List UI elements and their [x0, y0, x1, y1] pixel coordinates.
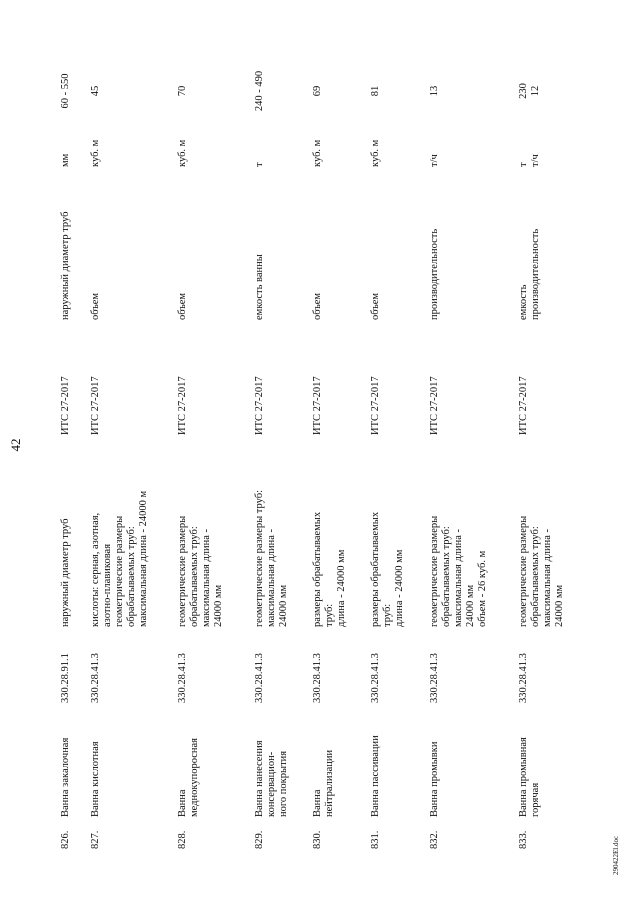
- okpd-code: 330.28.41.3: [312, 653, 323, 703]
- okpd-code: 330.28.41.3: [177, 653, 188, 703]
- row-number: 833.: [518, 830, 529, 849]
- unit: куб. м: [312, 139, 323, 167]
- unit: т: [254, 162, 265, 167]
- row-number: 830.: [312, 830, 323, 849]
- indicator-name: емкость ванны: [254, 254, 265, 320]
- row-number: 831.: [370, 830, 381, 849]
- okpd-code: 330.28.91.1: [60, 653, 71, 703]
- indicator-value: 230 12: [518, 83, 541, 99]
- unit: мм: [60, 153, 71, 167]
- equipment-name: Ванна нейтрализации: [312, 749, 335, 817]
- indicator-value: 69: [312, 85, 323, 97]
- row-number: 828.: [177, 830, 188, 849]
- indicator-name: объем: [370, 292, 381, 320]
- unit: т/ч: [429, 154, 440, 167]
- equipment-name: Ванна промывки: [429, 741, 440, 817]
- indicator-value: 81: [370, 85, 381, 97]
- okpd-code: 330.28.41.3: [254, 653, 265, 703]
- okpd-code: 330.28.41.3: [518, 653, 529, 703]
- equipment-name: Ванна промывная горячая: [518, 737, 541, 817]
- itc-reference: ИТС 27-2017: [90, 376, 101, 435]
- itc-reference: ИТС 27-2017: [429, 376, 440, 435]
- unit: куб. м: [90, 139, 101, 167]
- equipment-name: Ванна кислотная: [90, 741, 101, 817]
- okpd-code: 330.28.41.3: [429, 653, 440, 703]
- indicator-name: наружный диаметр труб: [60, 211, 71, 320]
- unit: куб. м: [177, 139, 188, 167]
- equipment-name: Ванна меднокупоросная: [177, 738, 200, 817]
- equipment-parameters: кислоты: серная, азотная, азотно-плавиковая геометрические размеры обрабатываемых труб: максимальная длина - 24000 м: [90, 490, 149, 627]
- itc-reference: ИТС 27-2017: [370, 376, 381, 435]
- itc-reference: ИТС 27-2017: [254, 376, 265, 435]
- itc-reference: ИТС 27-2017: [518, 376, 529, 435]
- row-number: 829.: [254, 830, 265, 849]
- indicator-name: объем: [177, 292, 188, 320]
- row-number: 827.: [90, 830, 101, 849]
- page-number: 42: [8, 438, 23, 452]
- equipment-parameters: геометрические размеры обрабатываемых труб: максимальная длина - 24000 мм: [177, 515, 224, 627]
- indicator-name: объем: [90, 292, 101, 320]
- indicator-value: 60 - 550: [60, 73, 71, 109]
- indicator-value: 13: [429, 85, 440, 97]
- equipment-name: Ванна пассивации: [370, 735, 381, 817]
- indicator-value: 240 - 490: [254, 70, 265, 112]
- unit: куб. м: [370, 139, 381, 167]
- itc-reference: ИТС 27-2017: [177, 376, 188, 435]
- row-number: 826.: [60, 830, 71, 849]
- equipment-parameters: геометрические размеры обрабатываемых труб: максимальная длина - 24000 мм: [518, 515, 565, 627]
- indicator-value: 70: [177, 85, 188, 97]
- okpd-code: 330.28.41.3: [90, 653, 101, 703]
- unit: т т/ч: [518, 154, 541, 167]
- indicator-name: производительность: [429, 228, 440, 320]
- equipment-name: Ванна закалочная: [60, 737, 71, 817]
- itc-reference: ИТС 27-2017: [312, 376, 323, 435]
- itc-reference: ИТС 27-2017: [60, 376, 71, 435]
- indicator-name: объем: [312, 292, 323, 320]
- okpd-code: 330.28.41.3: [370, 653, 381, 703]
- equipment-parameters: наружный диаметр труб: [60, 518, 71, 627]
- document-footer-code: 290422El.doc: [612, 835, 620, 875]
- equipment-parameters: размеры обрабатываемых труб: длина - 24000 мм: [370, 511, 405, 627]
- equipment-parameters: размеры обрабатываемых труб: длина - 24000 мм: [312, 511, 347, 627]
- indicator-value: 45: [90, 85, 101, 97]
- equipment-parameters: геометрические размеры обрабатываемых труб: максимальная длина - 24000 мм объем - 26 куб. м: [429, 515, 488, 627]
- equipment-name: Ванна нанесения консервацион- ного покрытия: [254, 740, 289, 817]
- row-number: 832.: [429, 830, 440, 849]
- indicator-name: емкость производительность: [518, 228, 541, 320]
- equipment-parameters: геометрические размеры труб: максимальная длина - 24000 мм: [254, 490, 289, 627]
